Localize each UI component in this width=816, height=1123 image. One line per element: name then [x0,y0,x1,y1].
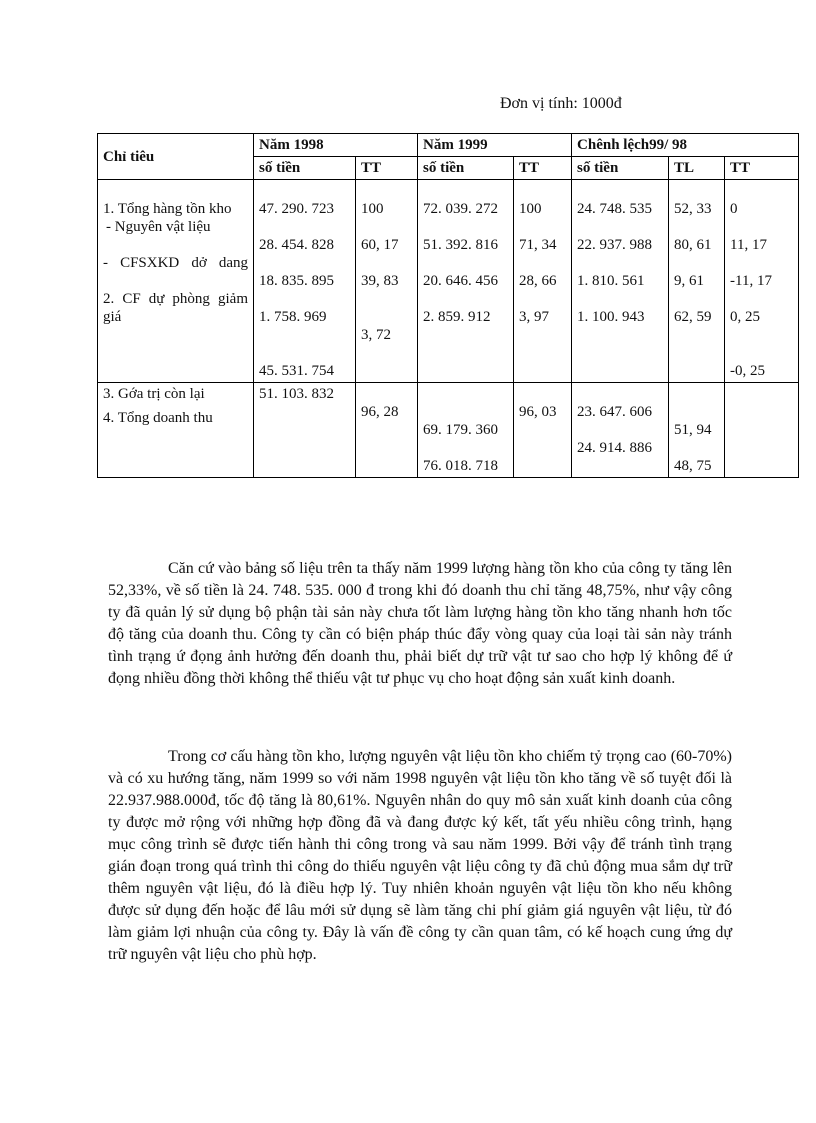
row-label: 3. Gớa trị còn lại [103,386,205,402]
header-nam-1999: Năm 1999 [418,134,572,157]
cell-value: 45. 531. 754 [259,363,334,379]
table-cell-tt-diff [725,383,799,478]
table-cell-tt-1998 [356,383,418,478]
cell-value: 71, 34 [519,237,557,253]
table-cell-labels [98,383,254,478]
cell-value: 39, 83 [361,273,399,289]
cell-value: 72. 039. 272 [423,201,499,217]
cell-value: 100 [361,201,384,217]
cell-value: 3, 72 [361,327,391,343]
table-row [98,383,799,478]
table-cell-tien-1999 [418,180,514,383]
table-cell-tt-1999 [514,180,572,383]
paragraph-2 [108,746,732,966]
table-cell-tt-1998 [356,180,418,383]
row-label: - Nguyên vật liệu [106,219,211,235]
header-row-groups [98,134,799,157]
unit-label: Đơn vị tính: 1000đ [500,95,622,112]
table-row [98,180,799,383]
cell-value: 24. 914. 886 [577,440,653,456]
cell-value: 69. 179. 360 [423,422,499,438]
cell-value: 80, 61 [674,237,712,253]
cell-value: 18. 835. 895 [259,273,334,289]
table-cell-tien-1998 [254,180,356,383]
table-cell-tien-diff [572,383,669,478]
cell-value: 51. 103. 832 [259,386,334,402]
cell-value: 51. 392. 816 [423,237,499,253]
table-cell-tt-diff [725,180,799,383]
cell-value: 24. 748. 535 [577,201,653,217]
paragraph-1 [108,558,732,690]
cell-value: 96, 03 [519,404,557,420]
cell-value: 60, 17 [361,237,399,253]
cell-value: 22. 937. 988 [577,237,653,253]
cell-value: 23. 647. 606 [577,404,653,420]
cell-value: 9, 61 [674,273,705,289]
cell-value: 1. 810. 561 [577,273,645,289]
cell-value: 28, 66 [519,273,557,289]
header-tt-1999: TT [514,157,572,180]
header-so-tien-diff: số tiền [572,157,669,180]
header-tt-1998: TT [356,157,418,180]
table-cell-tien-1998 [254,383,356,478]
cell-value: 52, 33 [674,201,712,217]
cell-value: 11, 17 [730,237,767,253]
header-so-tien-1998: số tiền [254,157,356,180]
cell-value: -11, 17 [730,273,772,289]
row-label: 4. Tổng doanh thu [103,410,213,426]
header-nam-1998: Năm 1998 [254,134,418,157]
cell-value: 28. 454. 828 [259,237,334,253]
inventory-table [97,133,799,478]
header-so-tien-1999: số tiền [418,157,514,180]
row-label: - CFSXKD dở dang [103,255,248,271]
cell-value: 76. 018. 718 [423,458,499,474]
row-label: 1. Tổng hàng tồn kho [103,201,232,217]
header-chenh-lech: Chênh lệch99/ 98 [572,134,799,157]
table-cell-tien-1999 [418,383,514,478]
cell-value: 0, 25 [730,309,761,325]
table-cell-labels [98,180,254,383]
cell-value: 1. 758. 969 [259,309,327,325]
cell-value: -0, 25 [730,363,766,379]
cell-value: 96, 28 [361,404,399,420]
header-tt-diff: TT [725,157,799,180]
cell-value: 1. 100. 943 [577,309,645,325]
cell-value: 51, 94 [674,422,712,438]
cell-value: 62, 59 [674,309,712,325]
table-cell-tt-1999 [514,383,572,478]
cell-value: 3, 97 [519,309,550,325]
row-label: 2. CF dự phòng giảm giá [103,291,248,325]
table-cell-tl [669,180,725,383]
cell-value: 100 [519,201,542,217]
table-cell-tl [669,383,725,478]
cell-value: 0 [730,201,738,217]
cell-value: 20. 646. 456 [423,273,499,289]
header-chi-tieu: Chỉ tiêu [98,134,254,180]
cell-value: 48, 75 [674,458,712,474]
cell-value: 47. 290. 723 [259,201,334,217]
cell-value: 2. 859. 912 [423,309,491,325]
header-tl-diff: TL [669,157,725,180]
paragraph-text: Trong cơ cấu hàng tồn kho, lượng nguyên vật liệu tồn kho chiếm tỷ trọng cao (60-70%) và có xu hướng tăng, năm 1999 so với năm 1998 nguyên vật liệu tồn kho tăng về số tuyệt đối là 22.937.988.000đ, tốc độ tăng là 80,61%. Nguyên nhân do quy mô sản xuất kinh doanh của công ty được mở rộng với những hợp đồng đã và đang được ký kết, tất yếu nhiều công trình, hạng mục công trình sẽ được tiến hành thi công trong và sau năm 1999. Bởi vậy để tránh tình trạng gián đoạn trong quá trình thi công do thiếu nguyên vật liệu công ty đã chủ động mua sắm dự trữ thêm nguyên vật liệu, đó là điều hợp lý. Tuy nhiên khoản nguyên vật liệu tồn kho nếu không được sử dụng đến hoặc để lâu mới sử dụng sẽ làm tăng chi phí giảm giá nguyên vật liệu, từ đó làm giảm lợi nhuận của công ty. Đây là vấn đề công ty cần quan tâm, có kế hoạch cung ứng dự trữ nguyên vật liệu cho phù hợp. [108,748,732,963]
paragraph-text: Căn cứ vào bảng số liệu trên ta thấy năm 1999 lượng hàng tồn kho của công ty tăng lên 52,33%, về số tiền là 24. 748. 535. 000 đ trong khi đó doanh thu chỉ tăng 48,75%, như vậy công ty đã quản lý sử dụng bộ phận tài sản này chưa tốt làm lượng hàng tồn kho tăng nhanh hơn tốc độ tăng của doanh thu. Công ty cần có biện pháp thúc đẩy vòng quay của loại tài sản này tránh tình trạng ứ đọng ảnh hưởng đến doanh thu, phải biết dự trữ vật tư sao cho hợp lý không để ứ đọng nhiều đồng thời không thể thiếu vật tư phục vụ cho hoạt động sản xuất kinh doanh. [108,560,732,687]
table-cell-tien-diff [572,180,669,383]
